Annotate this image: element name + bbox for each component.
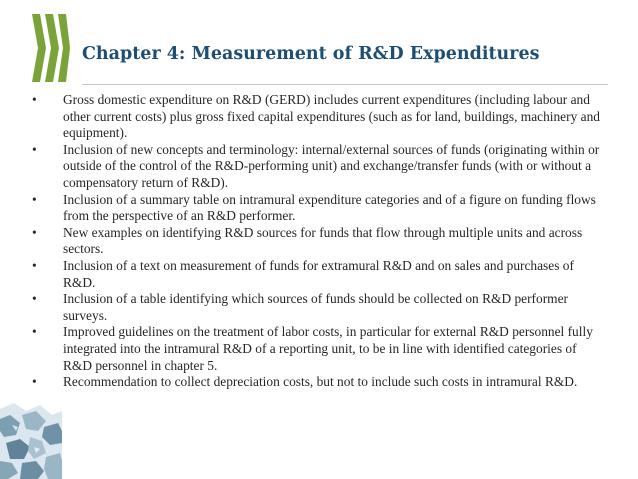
bullet-item [32, 142, 608, 192]
bullet-text: Inclusion of a text on measurement of funds for extramural R&D and on sales and purchases of R&D. [63, 257, 574, 290]
bullet-icon: • [32, 141, 37, 157]
chevron-stripes-logo [30, 8, 70, 88]
bullet-item [32, 291, 608, 324]
bullet-icon: • [32, 374, 37, 390]
bullet-text: Improved guidelines on the treatment of labor costs, in particular for external R&D personnel fully integrated into the intramural R&D of a reporting unit, to be in line with identified categories of R&D personnel in chapter 5. [63, 324, 593, 373]
bullet-icon: • [32, 191, 37, 207]
bullet-item [32, 225, 608, 258]
slide-title: Chapter 4: Measurement of R&D Expenditures [82, 44, 540, 64]
bullet-item [32, 192, 608, 225]
bullet-text: Inclusion of a table identifying which sources of funds should be collected on R&D performer surveys. [63, 291, 568, 323]
bullet-icon: • [32, 92, 37, 107]
bullet-text: New examples on identifying R&D sources for funds that flow through multiple units and across sectors. [63, 224, 583, 257]
ice-floe-image [0, 401, 62, 479]
bullet-list [32, 92, 608, 391]
bullet-icon: • [32, 291, 37, 307]
bullet-text: Inclusion of new concepts and terminology: internal/external sources of funds (originating within or outside of the control of the R&D-performing unit) and exchange/transfer funds (with or without a compensatory return of R&D). [63, 141, 600, 190]
bullet-icon: • [32, 257, 37, 273]
bullet-icon: • [32, 324, 37, 340]
bullet-text: Recommendation to collect depreciation costs, but not to include such costs in intramural R&D. [63, 374, 578, 390]
bullet-text: Inclusion of a summary table on intramural expenditure categories and of a figure on funding flows from the perspective of an R&D performer. [63, 191, 596, 224]
bullet-item [32, 324, 608, 374]
bullet-text: Gross domestic expenditure on R&D (GERD) includes current expenditures (including labour and other current costs) plus gross fixed capital expenditures (such as for land, buildings, machinery and equipment). [63, 92, 600, 141]
bullet-item [32, 92, 608, 142]
bullet-item [32, 374, 608, 391]
title-divider [82, 84, 608, 85]
bullet-icon: • [32, 224, 37, 240]
bullet-item [32, 258, 608, 291]
